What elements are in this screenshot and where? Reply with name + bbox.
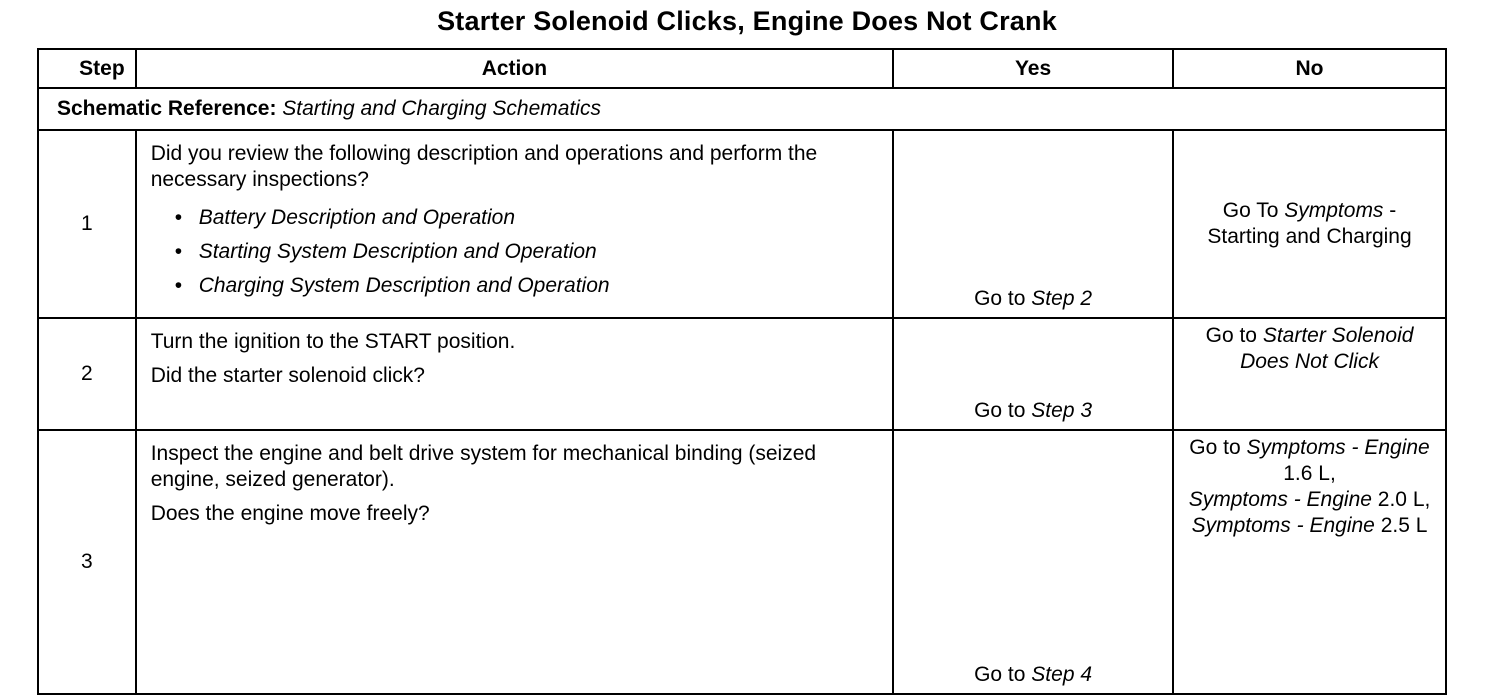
yes-cell [893,318,1173,430]
bullet-list [151,201,880,303]
engine-size: 1.6 L, [1283,462,1336,485]
header-yes: Yes [893,49,1173,88]
bullet-item[interactable]: • Charging System Description and Operation [175,269,880,303]
yes-prefix: Go to [974,663,1026,686]
yes-step-link[interactable]: Step 3 [1031,399,1093,422]
yes-cell [893,130,1173,318]
no-cell [1173,318,1446,430]
no-dash: - [1389,199,1397,222]
step-number: 3 [38,430,136,694]
no-cell [1173,130,1446,318]
yes-step-link[interactable]: Step 2 [1031,287,1093,310]
header-row [38,49,1446,88]
engine-size: 2.0 L, [1377,488,1431,511]
no-link[interactable]: Symptoms - Engine [1188,488,1372,511]
yes-prefix: Go to [974,399,1026,422]
diagnostic-table [37,48,1447,695]
action-cell [136,130,893,318]
no-link[interactable]: Symptoms - Engine [1246,436,1430,459]
bullet-item[interactable]: • Starting System Description and Operation [175,235,880,269]
action-text: Did the starter solenoid click? [150,364,425,387]
action-text: Did you review the following description and operations and perform the necessary inspections? [150,142,818,191]
no-link[interactable]: Symptoms [1284,199,1384,222]
yes-step-link[interactable]: Step 4 [1031,663,1093,686]
header-action: Action [136,49,893,88]
schematic-label: Schematic Reference: [57,97,277,120]
table-row [38,318,1446,430]
no-prefix: Go to [1205,324,1257,347]
table-row [38,130,1446,318]
yes-prefix: Go to [974,287,1026,310]
step-number: 2 [38,318,136,430]
action-text: Does the engine move freely? [150,502,430,525]
header-no: No [1173,49,1446,88]
engine-size: 2.5 L [1380,514,1428,537]
page-title: Starter Solenoid Clicks, Engine Does Not Crank [437,6,1057,36]
no-rest: Starting and Charging [1207,225,1412,248]
no-link[interactable]: Starter Solenoid Does Not Click [1240,324,1414,373]
action-text: Turn the ignition to the START position. [150,330,516,353]
no-prefix: Go To [1222,199,1279,222]
yes-cell [893,430,1173,694]
no-prefix: Go to [1189,436,1241,459]
header-step: Step [38,49,136,88]
step-number: 1 [38,130,136,318]
action-cell [136,430,893,694]
no-link[interactable]: Symptoms - Engine [1191,514,1375,537]
schematic-reference [38,88,1446,130]
schematic-link[interactable]: Starting and Charging Schematics [282,97,601,120]
schematic-row [38,88,1446,130]
no-cell [1173,430,1446,694]
table-row [38,430,1446,694]
action-cell [136,318,893,430]
bullet-item[interactable]: • Battery Description and Operation [175,201,880,235]
action-text: Inspect the engine and belt drive system for mechanical binding (seized engine, seized generator). [150,442,817,491]
